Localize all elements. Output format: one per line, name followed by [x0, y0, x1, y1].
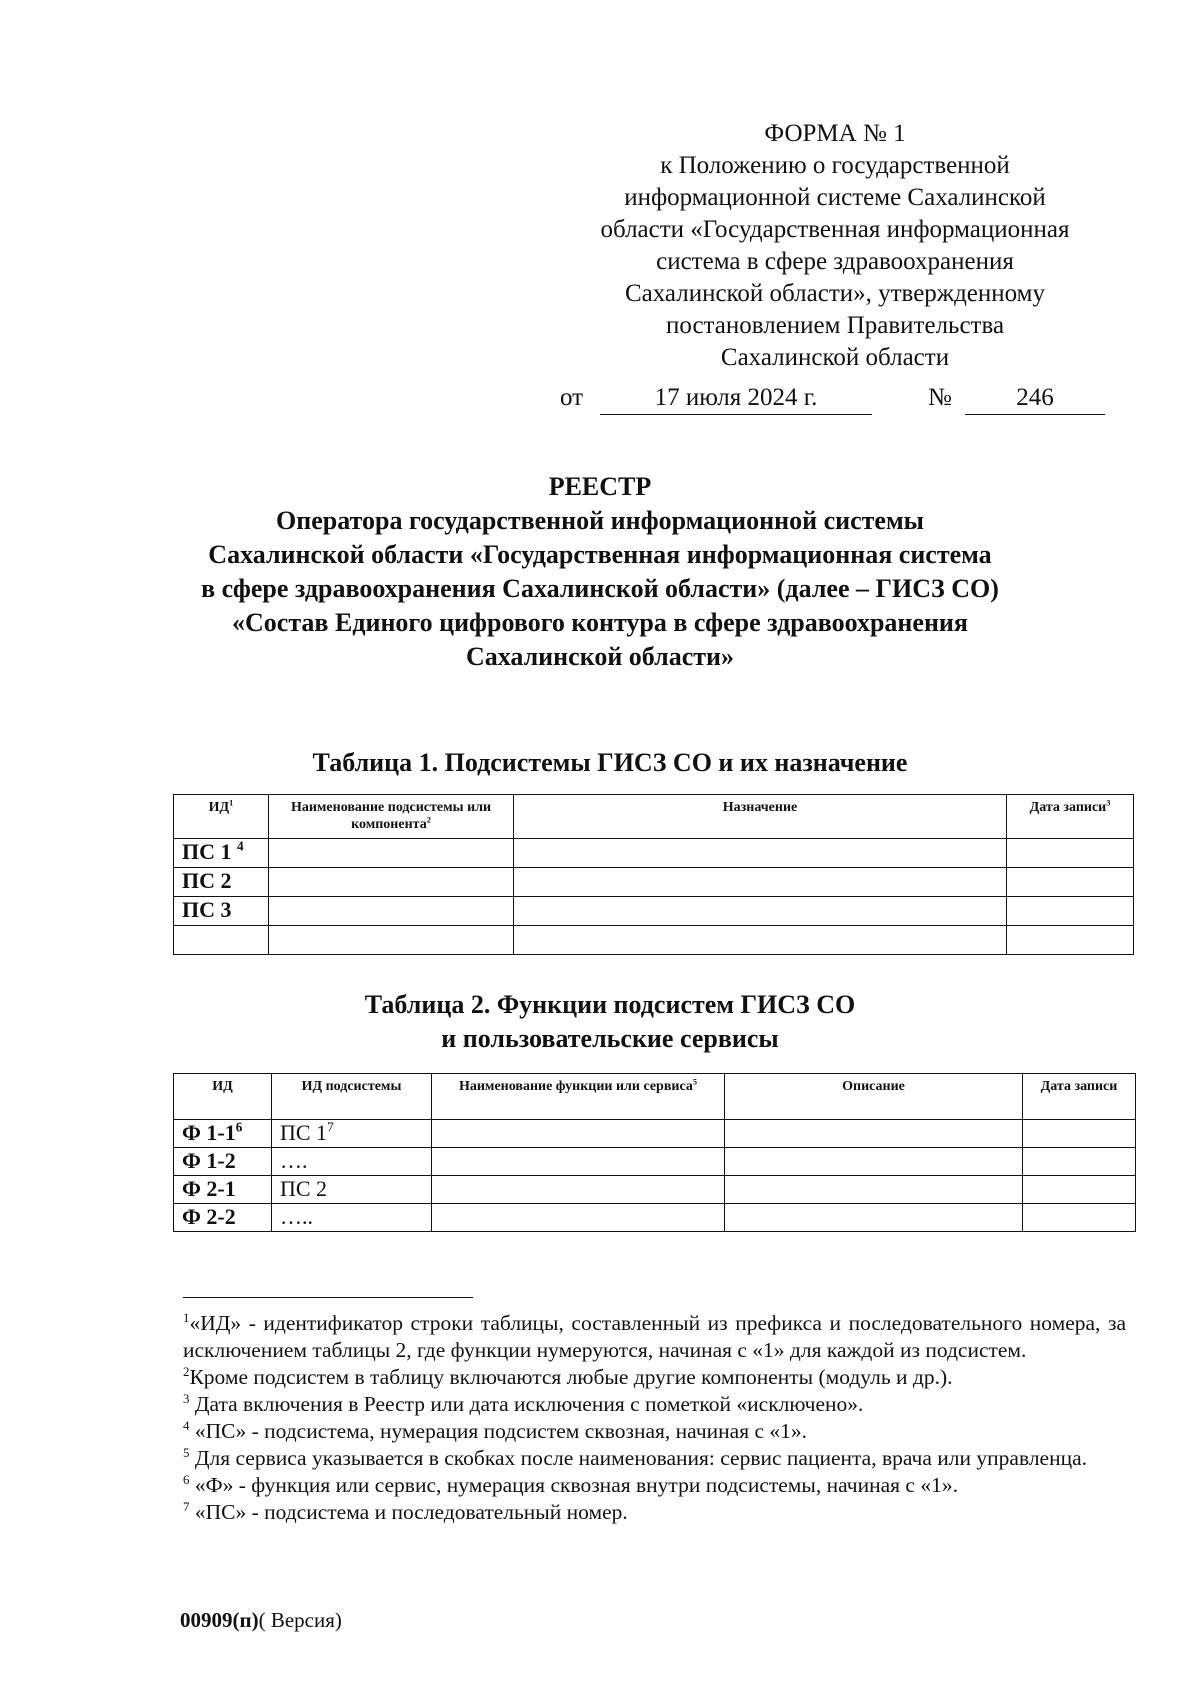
order-number: 246 [965, 382, 1105, 415]
table2-cell-description [725, 1120, 1023, 1148]
table-row [174, 897, 1134, 926]
table1-cell-name [269, 897, 514, 926]
table1-header-purpose: Назначение [514, 795, 1007, 839]
table2-header-date: Дата записи [1023, 1074, 1136, 1120]
table2-cell-subsystem: ….. [272, 1204, 432, 1232]
footnote-5: $^5$ Для сервиса указывается в скобках после наименования: сервис пациента, врача или управленца. [183, 1445, 1088, 1470]
document-code-number: 00909(п) [180, 1608, 259, 1632]
number-label: № [928, 384, 952, 411]
registry-subtitle-line: Сахалинской области «Государственная информационная система [208, 540, 992, 569]
form-header [555, 118, 1115, 374]
table1-cell-name [269, 839, 514, 868]
table1-cell-date [1007, 926, 1134, 955]
table1-caption: Таблица 1. Подсистемы ГИСЗ СО и их назначение [312, 748, 908, 777]
table1-cell-id: ПС 2 [174, 868, 269, 897]
table1-cell-purpose [514, 926, 1007, 955]
table-row [174, 1120, 1136, 1148]
table2-header-name: Наименование функции или сервиса$^5$ [432, 1074, 725, 1120]
table1-header-name: Наименование подсистемы или компонента$^2$ [269, 795, 514, 839]
table1-header-id: $ИД^1$ [174, 795, 269, 839]
registry-subtitle-line: Сахалинской области» [465, 642, 735, 671]
table2-cell-name [432, 1176, 725, 1204]
table1-subsystems [173, 794, 1134, 955]
table2-cell-date [1023, 1120, 1136, 1148]
table2-header-subsystem: ИД подсистемы [272, 1074, 432, 1120]
form-header-line: к Положению о государственной [660, 152, 1010, 179]
footnote-4: $^4$ «ПС» - подсистема, нумерация подсистем сквозная, начиная с «1». [183, 1418, 808, 1443]
table2-cell-description [725, 1176, 1023, 1204]
form-header-line: Сахалинской области», утвержденному [624, 280, 1046, 307]
table1-cell-id: ПС 3 [174, 897, 269, 926]
footnote-3: $^3$ Дата включения в Реестр или дата исключения с пометкой «исключено». [183, 1391, 864, 1416]
document-code [180, 1606, 342, 1634]
document-code-version: ( Версия) [258, 1608, 342, 1632]
footnotes [183, 1310, 1126, 1526]
table2-header-id: ИД [174, 1074, 272, 1120]
table-row [174, 1148, 1136, 1176]
table-row [174, 1176, 1136, 1204]
table2-cell-id: Ф 1-2 [174, 1148, 272, 1176]
table1-cell-purpose [514, 868, 1007, 897]
registry-subtitle-line: в сфере здравоохранения Сахалинской области» (далее – ГИСЗ СО) [201, 574, 999, 603]
table2-cell-date [1023, 1204, 1136, 1232]
footnote-divider [183, 1297, 473, 1298]
table2-cell-id: Ф $1-1^6$ [174, 1120, 272, 1148]
form-header-line: Сахалинской области [720, 344, 950, 371]
table1-cell-date [1007, 839, 1134, 868]
registry-title: РЕЕСТР [548, 472, 652, 501]
table1-cell-name [269, 868, 514, 897]
table1-cell-date [1007, 897, 1134, 926]
footnote-7: $^7$ «ПС» - подсистема и последовательный номер. [183, 1499, 628, 1524]
table2-cell-id: Ф 2-1 [174, 1176, 272, 1204]
table2-caption-line: Таблица 2. Функции подсистем ГИСЗ СО [364, 990, 856, 1019]
table1-cell-name [269, 926, 514, 955]
table2-cell-name [432, 1204, 725, 1232]
from-label: от [560, 384, 584, 411]
table2-caption [170, 988, 1050, 1056]
table1-cell-purpose [514, 839, 1007, 868]
table2-cell-name [432, 1120, 725, 1148]
table-row [174, 1204, 1136, 1232]
table2-cell-name [432, 1148, 725, 1176]
form-header-line: информационной системе Сахалинской [624, 184, 1046, 211]
table1-cell-date [1007, 868, 1134, 897]
table2-functions [173, 1073, 1136, 1232]
form-header-line: постановлением Правительства [665, 312, 1005, 339]
form-header-line: система в сфере здравоохранения [656, 248, 1014, 275]
table2-cell-id: Ф 2-2 [174, 1204, 272, 1232]
footnote-2: $^2$Кроме подсистем в таблицу включаются любые другие компоненты (модуль и др.). [183, 1364, 953, 1389]
table2-cell-date [1023, 1176, 1136, 1204]
form-header-line: области «Государственная информационная [600, 216, 1070, 243]
table2-header-description: Описание [725, 1074, 1023, 1120]
registry-title-block [150, 470, 1050, 674]
table-row [174, 926, 1134, 955]
form-title: ФОРМА № 1 [764, 120, 906, 147]
registry-subtitle-line: Оператора государственной информационной системы [276, 506, 924, 535]
table2-cell-description [725, 1148, 1023, 1176]
table2-cell-subsystem: …. [272, 1148, 432, 1176]
table2-cell-subsystem: ПС $1^7$ [272, 1120, 432, 1148]
table1-cell-id: ПС 1 $^4$ [174, 839, 269, 868]
table1-cell-id [174, 926, 269, 955]
table2-cell-date [1023, 1148, 1136, 1176]
table2-cell-subsystem: ПС 2 [272, 1176, 432, 1204]
footnote-6: $^6$ «Ф» - функция или сервис, нумерация сквозная внутри подсистемы, начиная с «1». [183, 1472, 958, 1497]
registry-subtitle-line: «Состав Единого цифрового контура в сфере здравоохранения [232, 608, 968, 637]
order-date-number [560, 382, 1110, 414]
footnote-1: $^1$«ИД» - идентификатор строки таблицы, составленный из префикса и последовательного номера, за исключением таблицы 2, где функции нумеруются, начиная с «1» для каждой из подсистем. [183, 1310, 1126, 1362]
table-row [174, 868, 1134, 897]
table1-header-row [174, 795, 1134, 839]
table2-cell-description [725, 1204, 1023, 1232]
table2-header-row [174, 1074, 1136, 1120]
table-row [174, 839, 1134, 868]
table2-caption-line: и пользовательские сервисы [441, 1024, 779, 1053]
order-date: 17 июля 2024 г. [600, 382, 872, 415]
table1-cell-purpose [514, 897, 1007, 926]
table1-header-date: Дата записи$^3$ [1007, 795, 1134, 839]
